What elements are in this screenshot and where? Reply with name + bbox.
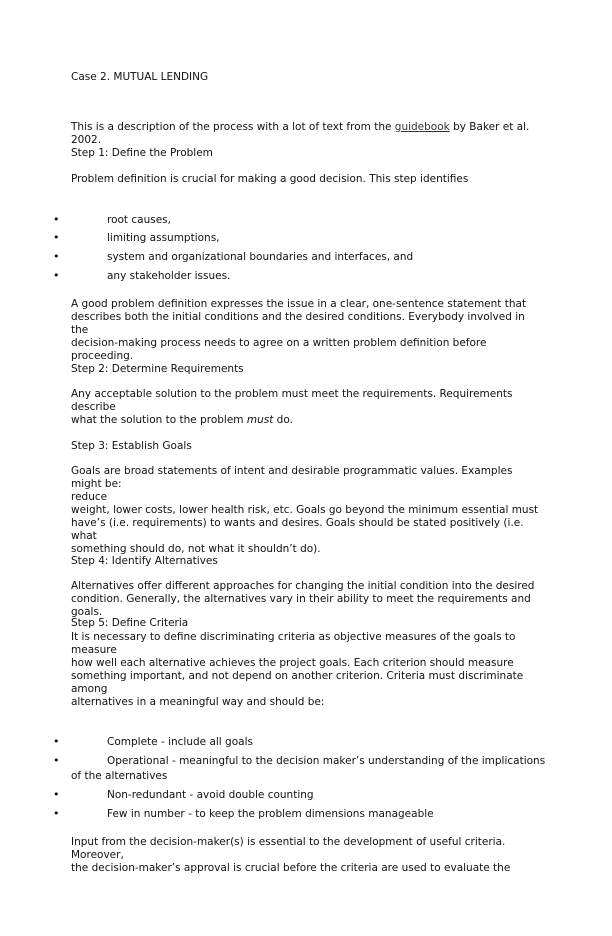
list-item bbox=[0, 808, 560, 822]
text-line: It is necessary to define discriminating criteria as objective measures of the goals to measure bbox=[71, 631, 516, 656]
text-line: weight, lower costs, lower health risk, etc. Goals go beyond the minimum essential must bbox=[71, 504, 539, 516]
bullet-icon: • bbox=[53, 250, 60, 263]
text-line: Goals are broad statements of intent and desirable programmatic values. Examples might be: bbox=[71, 465, 513, 490]
text-line: something important, and not depend on another criterion. Criteria must discriminate among bbox=[71, 670, 524, 695]
list-item bbox=[0, 251, 560, 265]
list-item bbox=[0, 214, 560, 228]
step1-lead: Problem definition is crucial for making a good decision. This step identifies bbox=[71, 173, 469, 185]
step2-heading: Step 2: Determine Requirements bbox=[71, 363, 244, 375]
text-line: have’s (i.e. requirements) to wants and desires. Goals should be stated positively (i.e. what bbox=[71, 517, 524, 542]
list-item-text: system and organizational boundaries and interfaces, and bbox=[107, 251, 414, 263]
bullet-icon: • bbox=[53, 754, 60, 767]
text-line: something should do, not what it shouldn’t do). bbox=[71, 543, 321, 555]
list-item bbox=[0, 270, 560, 284]
bullet-icon: • bbox=[53, 807, 60, 820]
intro-text-end: by Baker et al. 2002. bbox=[71, 121, 530, 146]
text-line bbox=[71, 414, 541, 427]
bullet-icon: • bbox=[53, 735, 60, 748]
step5-heading: Step 5: Define Criteria bbox=[71, 617, 189, 629]
step4-heading: Step 4: Identify Alternatives bbox=[71, 555, 218, 567]
step4-paragraph bbox=[71, 580, 541, 619]
bullet-icon: • bbox=[53, 231, 60, 244]
list-item-text: root causes, bbox=[107, 214, 171, 226]
step3-heading: Step 3: Establish Goals bbox=[71, 440, 192, 452]
text-line: goals. bbox=[71, 606, 103, 618]
list-item-text: any stakeholder issues. bbox=[107, 270, 231, 282]
text-run: what the solution to the problem bbox=[71, 414, 247, 426]
list-item-text: Non-redundant - avoid double counting bbox=[107, 789, 314, 801]
list-item-text: limiting assumptions, bbox=[107, 232, 220, 244]
bullet-icon: • bbox=[53, 788, 60, 801]
list-item-text: Few in number - to keep the problem dimensions manageable bbox=[107, 808, 434, 820]
closing-paragraph bbox=[71, 836, 541, 875]
text-line: alternatives in a meaningful way and should be: bbox=[71, 696, 325, 708]
step1-paragraph bbox=[71, 298, 541, 363]
text-line: Input from the decision-maker(s) is essential to the development of useful criteria. Moreover, bbox=[71, 836, 506, 861]
text-line: Alternatives offer different approaches for changing the initial condition into the desired bbox=[71, 580, 535, 592]
text-line: A good problem definition expresses the issue in a clear, one-sentence statement that bbox=[71, 298, 527, 310]
step5-paragraph bbox=[71, 631, 541, 709]
list-item bbox=[0, 232, 560, 246]
list-item-continuation: of the alternatives bbox=[71, 770, 168, 782]
text-line: the decision-maker’s approval is crucial before the criteria are used to evaluate the bbox=[71, 862, 511, 874]
emphasis-text: must bbox=[246, 414, 274, 426]
page-title: Case 2. MUTUAL LENDING bbox=[71, 71, 209, 83]
bullet-icon: • bbox=[53, 269, 60, 282]
text-line: condition. Generally, the alternatives vary in their ability to meet the requirements and bbox=[71, 593, 531, 605]
bullet-icon: • bbox=[53, 213, 60, 226]
intro-text: This is a description of the process with a lot of text from the bbox=[71, 121, 395, 133]
intro-paragraph bbox=[71, 121, 541, 147]
text-line: Any acceptable solution to the problem must meet the requirements. Requirements describe bbox=[71, 388, 513, 413]
list-item bbox=[0, 755, 560, 769]
step2-paragraph bbox=[71, 388, 541, 427]
text-line: decision-making process needs to agree on a written problem definition before proceeding. bbox=[71, 337, 487, 362]
text-line: how well each alternative achieves the project goals. Each criterion should measure bbox=[71, 657, 514, 669]
step3-paragraph bbox=[71, 465, 541, 556]
text-run: do. bbox=[273, 414, 293, 426]
list-item bbox=[0, 789, 560, 803]
list-item bbox=[0, 736, 560, 750]
list-item-text: Complete - include all goals bbox=[107, 736, 253, 748]
guidebook-link[interactable]: guidebook bbox=[394, 121, 450, 133]
list-item-text: Operational - meaningful to the decision maker’s understanding of the implications bbox=[107, 755, 546, 767]
text-line: describes both the initial conditions and the desired conditions. Everybody involved in the bbox=[71, 311, 525, 336]
step1-heading: Step 1: Define the Problem bbox=[71, 147, 213, 159]
text-line: reduce bbox=[71, 491, 108, 503]
